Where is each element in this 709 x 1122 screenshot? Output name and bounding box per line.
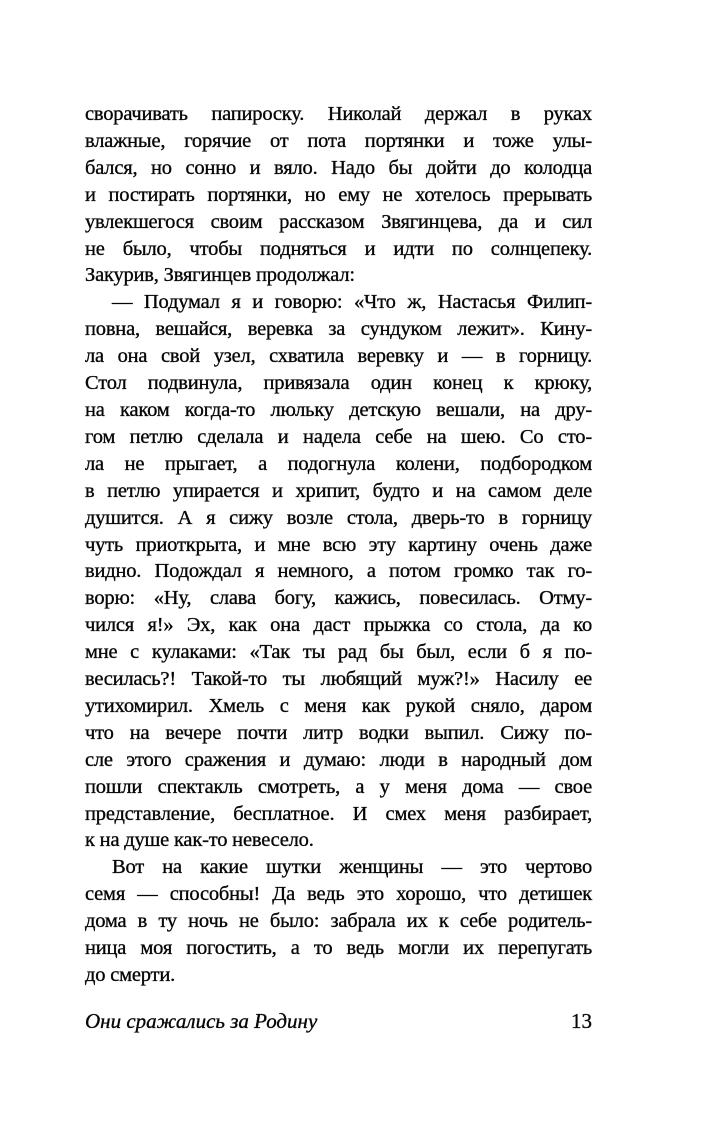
text-line: бался, но сонно и вяло. Надо бы дойти до колодца: [85, 156, 592, 179]
page-body-text: [85, 101, 592, 989]
text-line: весилась?! Такой-то ты любящий муж?!» Насилу ее: [85, 668, 592, 691]
footer-book-title: Они сражались за Родину: [85, 1009, 318, 1033]
text-line: пошли спектакль смотреть, а у меня дома — свое: [85, 775, 592, 798]
text-line: ница моя погостить, а то ведь могли их перепугать: [85, 937, 592, 960]
text-line: — Подумал я и говорю: «Что ж, Настасья Филип-: [112, 291, 592, 314]
text-line: гом петлю сделала и надела себе на шею. Со сто-: [85, 425, 592, 448]
text-line: Стол подвинула, привязала один конец к крюку,: [85, 372, 592, 395]
text-line: сворачивать папироску. Николай держал в руках: [85, 103, 592, 125]
text-line: увлекшегося своим рассказом Звягинцева, да и сил: [85, 210, 592, 233]
text-line: семя — способны! Да ведь это хорошо, что детишек: [85, 883, 592, 906]
text-line: сле этого сражения и думаю: люди в народный дом: [85, 748, 592, 771]
text-line: дома в ту ночь не было: забрала их к себе родитель-: [85, 910, 592, 933]
text-line: до смерти.: [85, 964, 176, 986]
text-line: влажные, горячие от пота портянки и тоже улы-: [85, 129, 592, 152]
text-line: мне с кулаками: «Так ты рад бы был, если б я по-: [85, 641, 592, 664]
text-line: ла не прыгает, а подогнула колени, подбородком: [85, 452, 592, 475]
page-number: 13: [571, 1009, 592, 1033]
text-line: утихомирил. Хмель с меня как рукой сняло, даром: [85, 694, 592, 717]
text-line: в петлю упирается и хрипит, будто и на самом деле: [85, 479, 592, 502]
text-line: чился я!» Эх, как она даст прыжка со стола, да ко: [85, 614, 592, 637]
text-line: Вот на какие шутки женщины — это чертово: [112, 856, 592, 879]
text-line: что на вечере почти литр водки выпил. Сижу по-: [85, 721, 592, 744]
text-line: ворю: «Ну, слава богу, кажись, повесилась. Отму-: [85, 587, 592, 610]
text-line: Закурив, Звягинцев продолжал:: [85, 264, 355, 287]
text-line: душится. А я сижу возле стола, дверь-то в горницу: [85, 506, 592, 529]
text-line: ла она свой узел, схватила веревку и — в горницу.: [85, 345, 592, 368]
text-line: повна, вешайся, веревка за сундуком лежит». Кину-: [85, 318, 592, 341]
running-footer: [85, 1009, 592, 1034]
text-line: видно. Подождал я немного, а потом громко так го-: [85, 560, 592, 583]
text-line: на каком когда-то люльку детскую вешали, на дру-: [85, 398, 592, 421]
text-line: к на душе как-то невесело.: [85, 829, 314, 852]
text-line: чуть приоткрыта, и мне всю эту картину очень даже: [85, 533, 592, 556]
text-line: и постирать портянки, но ему не хотелось прерывать: [85, 183, 592, 206]
text-line: не было, чтобы подняться и идти по солнцепеку.: [85, 237, 592, 260]
text-line: представление, бесплатное. И смех меня разбирает,: [85, 802, 592, 825]
